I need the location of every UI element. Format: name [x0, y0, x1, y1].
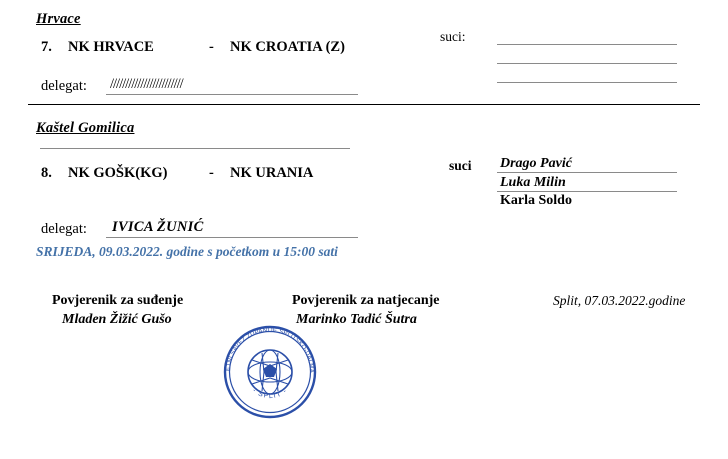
section-heading-hrvace: Hrvace	[36, 11, 81, 27]
match-top-line	[40, 148, 350, 149]
match-number: 8.	[41, 165, 52, 181]
official-stamp-icon	[218, 320, 322, 424]
referee-name-1: Drago Pavić	[500, 156, 572, 171]
referee-line-2	[497, 191, 677, 192]
section-heading-kastel-gomilica: Kaštel Gomilica	[36, 120, 135, 136]
match-separator: -	[209, 39, 214, 55]
footer-left-title: Povjerenik za suđenje	[52, 293, 184, 308]
home-team: NK GOŠK(KG)	[68, 165, 168, 181]
away-team: NK CROATIA (Z)	[230, 39, 345, 55]
delegate-value: ////////////////////////	[110, 76, 183, 92]
referee-line-3	[497, 82, 677, 83]
referees-label: suci	[449, 158, 472, 173]
delegate-label: delegat:	[41, 221, 87, 237]
delegate-line	[106, 94, 358, 95]
referee-line-2	[497, 63, 677, 64]
delegate-value: IVICA ŽUNIĆ	[112, 219, 204, 235]
referee-name-2: Luka Milin	[500, 175, 566, 190]
section-divider	[28, 104, 700, 105]
match-number: 7.	[41, 39, 52, 55]
delegate-line	[106, 237, 358, 238]
delegate-label: delegat:	[41, 78, 87, 94]
referee-line-1	[497, 172, 677, 173]
away-team: NK URANIA	[230, 165, 314, 181]
footer-center-name: Marinko Tadić Šutra	[296, 312, 417, 327]
svg-text:- SPLIT -: - SPLIT -	[251, 387, 289, 401]
referee-line-1	[497, 44, 677, 45]
footer-place-date: Split, 07.03.2022.godine	[553, 293, 686, 308]
svg-text:NOGOMETNI SAVEZ ŽUPANIJE SPLIT: ETNI SAVEZ ŽUPANIJE SPLITSKO-DALMA	[224, 326, 316, 373]
footer-left-name: Mladen Žižić Gušo	[62, 312, 172, 327]
date-banner: SRIJEDA, 09.03.2022. godine s početkom u 15:00 sati	[36, 244, 338, 259]
referee-name-3: Karla Soldo	[500, 193, 572, 208]
footer-center-title: Povjerenik za natjecanje	[292, 293, 440, 308]
home-team: NK HRVACE	[68, 39, 154, 55]
match-separator: -	[209, 165, 214, 181]
referees-label: suci:	[440, 29, 466, 44]
